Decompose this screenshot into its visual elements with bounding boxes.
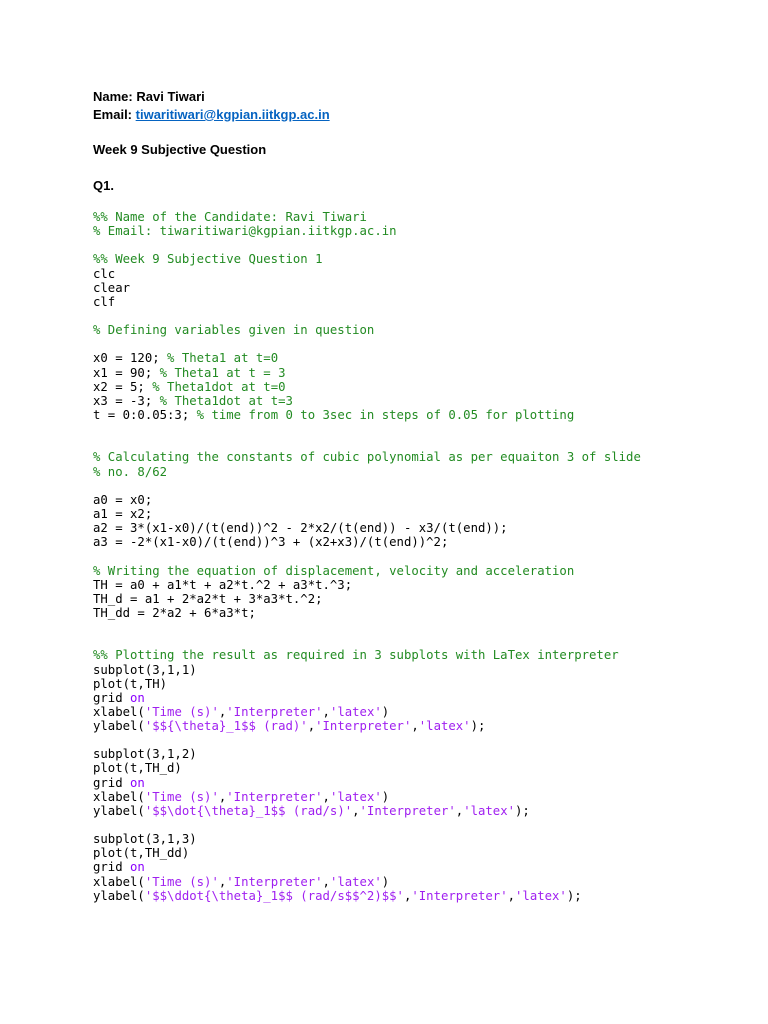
code-string: 'Interpreter' [359, 803, 456, 818]
code-line [93, 366, 641, 380]
code-line [93, 493, 641, 507]
code-text: , [352, 803, 360, 818]
code-line [93, 592, 641, 606]
code-line [93, 677, 641, 691]
code-line [93, 337, 641, 351]
code-text: , [322, 874, 330, 889]
code-text: TH = a0 + a1*t + a2*t.^2 + a3*t.^3; [93, 577, 353, 592]
code-comment: % Defining variables given in question [93, 323, 375, 338]
code-line [93, 422, 641, 436]
code-text: xlabel( [93, 704, 145, 719]
code-string: 'latex' [329, 874, 382, 889]
code-string: 'latex' [515, 888, 567, 903]
code-line [93, 295, 641, 309]
code-comment: % time from 0 to 3sec in steps of 0.05 for plotting [196, 407, 575, 422]
code-text: , [218, 704, 227, 719]
code-text: ylabel( [93, 888, 145, 903]
code-line [93, 252, 641, 266]
code-line [93, 267, 641, 281]
code-line [93, 790, 641, 804]
code-line [93, 281, 641, 295]
code-line [93, 450, 641, 464]
code-line [93, 818, 641, 832]
code-comment: % Theta1 at t=0 [167, 351, 279, 366]
code-text: ) [381, 874, 390, 889]
name-value: Ravi Tiwari [136, 89, 205, 104]
code-comment: %% Week 9 Subjective Question 1 [93, 252, 323, 267]
code-line [93, 860, 641, 874]
code-text: , [507, 888, 516, 903]
code-line [93, 323, 641, 337]
code-string: 'Interpreter' [226, 704, 323, 719]
code-string: 'Time (s)' [144, 789, 219, 804]
code-text: a0 = x0; [93, 492, 153, 507]
code-string: 'Interpreter' [226, 789, 323, 804]
code-text: ) [381, 789, 390, 804]
email-line [93, 107, 330, 122]
code-line [93, 889, 641, 903]
code-text: plot(t,TH_d) [93, 761, 182, 776]
code-line [93, 238, 641, 252]
code-comment: % Email: tiwaritiwari@kgpian.iitkgp.ac.in [93, 224, 397, 239]
code-string: 'latex' [329, 704, 382, 719]
code-text: xlabel( [93, 789, 145, 804]
code-text: , [322, 704, 330, 719]
code-line [93, 479, 641, 493]
code-text: a3 = -2*(x1-x0)/(t(end))^3 + (x2+x3)/(t(end))^2; [93, 535, 449, 550]
document-title: Week 9 Subjective Question [93, 142, 267, 157]
code-text: grid [93, 860, 131, 875]
code-line [93, 832, 641, 846]
code-text: , [322, 789, 330, 804]
code-string: 'Interpreter' [411, 888, 508, 903]
code-string: 'latex' [329, 789, 382, 804]
code-line [93, 846, 641, 860]
code-text: x2 = 5; [93, 379, 153, 394]
code-comment: %% Name of the Candidate: Ravi Tiwari [93, 210, 367, 224]
code-line [93, 578, 641, 592]
code-line [93, 380, 641, 394]
code-line [93, 521, 641, 535]
code-text: , [455, 803, 464, 818]
code-string: 'latex' [463, 803, 516, 818]
code-text: ylabel( [93, 803, 145, 818]
code-line [93, 648, 641, 662]
question-label: Q1. [93, 178, 114, 193]
code-line [93, 761, 641, 775]
code-text: grid [93, 690, 131, 705]
code-line [93, 606, 641, 620]
code-text: ); [515, 803, 530, 818]
code-line [93, 875, 641, 889]
code-line [93, 351, 641, 365]
code-string: '$${\theta}_1$$ (rad)' [144, 719, 308, 734]
code-string: 'Time (s)' [144, 874, 219, 889]
code-line [93, 747, 641, 761]
code-string: 'Interpreter' [315, 719, 412, 734]
code-text: , [411, 719, 419, 734]
code-text: , [218, 874, 227, 889]
code-line [93, 408, 641, 422]
code-line [93, 465, 641, 479]
code-comment: % Theta1dot at t=3 [159, 393, 293, 408]
code-line [93, 549, 641, 563]
code-line [93, 210, 641, 224]
name-line [93, 89, 205, 104]
name-label: Name: [93, 89, 133, 104]
code-text: TH_d = a1 + 2*a2*t + 3*a3*t.^2; [93, 591, 323, 606]
code-text: ) [381, 704, 390, 719]
code-line [93, 733, 641, 747]
code-line [93, 620, 641, 634]
code-line [93, 436, 641, 450]
code-text: x1 = 90; [93, 365, 160, 380]
code-text: ); [470, 719, 486, 734]
code-string: 'Interpreter' [226, 874, 323, 889]
code-text: subplot(3,1,1) [93, 662, 197, 677]
code-text: TH_dd = 2*a2 + 6*a3*t; [93, 605, 256, 620]
code-line [93, 564, 641, 578]
code-comment: % Writing the equation of displacement, velocity and acceleration [93, 563, 575, 578]
code-text: , [218, 789, 227, 804]
code-string: 'latex' [418, 719, 471, 734]
code-text: , [403, 888, 412, 903]
code-keyword: on [130, 860, 145, 875]
code-comment: %% Plotting the result as required in 3 subplots with LaTex interpreter [93, 648, 619, 663]
email-label: Email: [93, 107, 133, 122]
code-text: a2 = 3*(x1-x0)/(t(end))^2 - 2*x2/(t(end)) - x3/(t(end)); [93, 521, 508, 536]
code-text: plot(t,TH) [93, 676, 168, 691]
code-line [93, 309, 641, 323]
code-text: , [307, 719, 316, 734]
code-line [93, 691, 641, 705]
code-string: 'Time (s)' [144, 704, 219, 719]
code-string: '$$\ddot{\theta}_1$$ (rad/s$$^2)$$' [144, 888, 404, 903]
code-text: clc [93, 266, 116, 281]
code-text: plot(t,TH_dd) [93, 846, 190, 861]
code-text: x3 = -3; [93, 393, 160, 408]
code-text: subplot(3,1,2) [93, 747, 197, 762]
code-text: subplot(3,1,3) [93, 832, 197, 847]
code-line [93, 394, 641, 408]
code-line [93, 776, 641, 790]
code-line [93, 663, 641, 677]
code-text: xlabel( [93, 874, 145, 889]
code-comment: % Calculating the constants of cubic polynomial as per equaiton 3 of slide [93, 450, 641, 465]
code-line [93, 224, 641, 238]
code-comment: % Theta1dot at t=0 [152, 379, 286, 394]
code-text: x0 = 120; [93, 351, 168, 366]
code-line [93, 535, 641, 549]
code-keyword: on [130, 690, 145, 705]
code-text: clear [93, 280, 131, 295]
code-line [93, 634, 641, 648]
code-keyword: on [130, 775, 145, 790]
code-line [93, 507, 641, 521]
code-string: '$$\dot{\theta}_1$$ (rad/s)' [144, 803, 353, 818]
code-text: a1 = x2; [93, 506, 153, 521]
code-text: grid [93, 775, 131, 790]
code-block [93, 210, 641, 903]
code-comment: % Theta1 at t = 3 [159, 365, 286, 380]
code-line [93, 705, 641, 719]
code-text: ylabel( [93, 719, 145, 734]
code-text: clf [93, 294, 116, 309]
code-text: t = 0:0.05:3; [93, 407, 197, 422]
code-comment: % no. 8/62 [93, 464, 168, 479]
code-line [93, 719, 641, 733]
code-text: ); [566, 888, 582, 903]
email-link[interactable]: tiwaritiwari@kgpian.iitkgp.ac.in [135, 107, 330, 122]
code-line [93, 804, 641, 818]
